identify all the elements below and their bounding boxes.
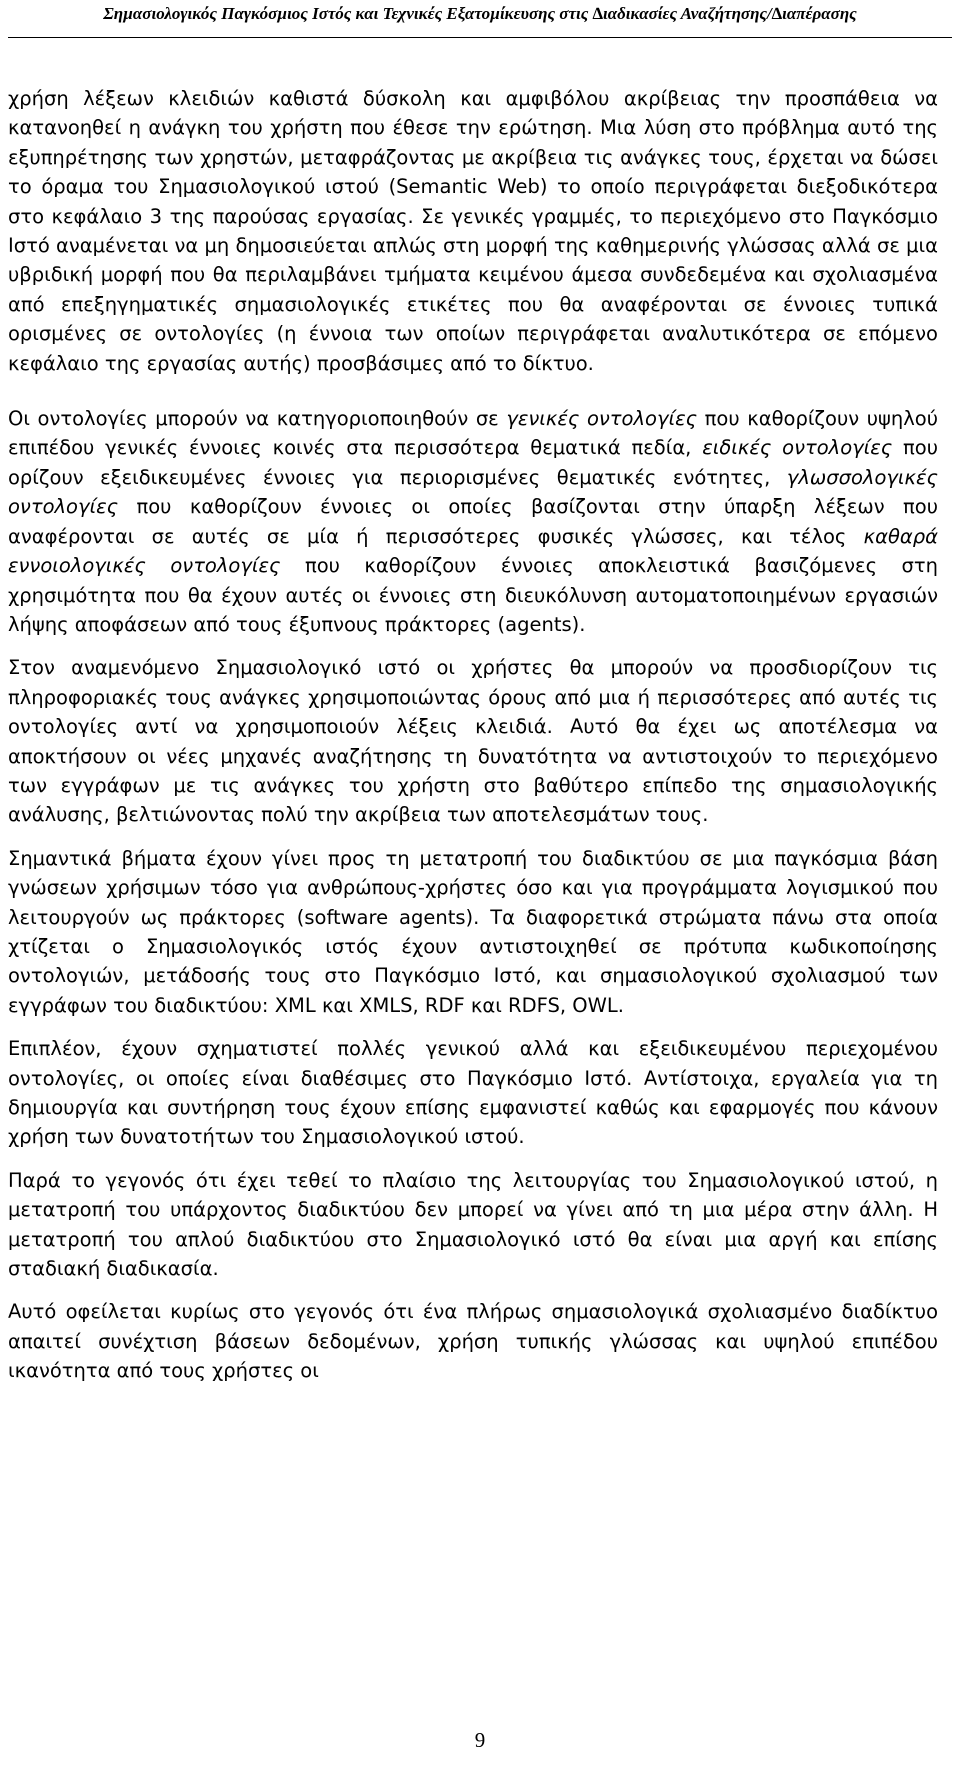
term-general-ontologies: γενικές οντολογίες bbox=[506, 407, 698, 431]
running-header: Σηµασιολογικός Παγκόσµιος Ιστός και Τεχνικές Εξατοµίκευσης στις ∆ιαδικασίες Αναζήτησης/∆ιαπέρασης bbox=[103, 4, 857, 23]
text-run: που ορίζουν εξειδικευμένες έννοιες για περιορισμένες θεματικές ενότητες, bbox=[8, 436, 939, 489]
paragraph: Επιπλέον, έχουν σχηματιστεί πολλές γενικού αλλά και εξειδικευμένου περιεχομένου οντολογίες, οι οποίες είναι διαθέσιμες στο Παγκόσμιο Ιστό. Αντίστοιχα, εργαλεία για τη δημιουργία και συντήρηση τους έχουν επίσης εμφανιστεί καθώς και εφαρμογές που κάνουν χρήση των δυνατοτήτων του Σημασιολογικού ιστού. bbox=[8, 1037, 938, 1149]
header-divider bbox=[8, 37, 952, 38]
paragraph: χρήση λέξεων κλειδιών καθιστά δύσκολη και αμφιβόλου ακρίβειας την προσπάθεια να κατανοηθεί η ανάγκη του χρήστη που έθεσε την ερώτηση. Μια λύση στο πρόβλημα αυτό της εξυπηρέτησης των χρηστών, μεταφράζοντας με ακρίβεια τις ανάγκες τους, έρχεται να δώσει το όραμα του Σημασιολογικού ιστού (Semantic Web) το οποίο περιγράφεται διεξοδικότερα στο κεφάλαιο 3 της παρούσας εργασίας. Σε γενικές γραμμές, το περιεχόμενο στο Παγκόσμιο Ιστό αναμένεται να μη δημοσιεύεται απλώς στη μορφή της καθημερινής γλώσσας αλλά σε μια υβριδική μορφή που θα περιλαμβάνει τμήματα κειμένου άμεσα συνδεδεμένα και σχολιασμένα από επεξηγηματικές σημασιολογικές ετικέτες που θα αναφέρονται σε έννοιες τυπικά ορισμένες σε οντολογίες (η έννοια των οποίων περιγράφεται αναλυτικότερα σε επόμενο κεφάλαιο της εργασίας αυτής) προσβάσιμες από το δίκτυο. bbox=[8, 87, 938, 375]
paragraph: Σημαντικά βήματα έχουν γίνει προς τη μετατροπή του διαδικτύου σε μια παγκόσμια βάση γνώσεων χρήσιμων τόσο για ανθρώπους-χρήστες όσο και για προγράμματα λογισμικού που λειτουργούν ως πράκτορες (software agents). Τα διαφορετικά στρώματα πάνω στα οποία χτίζεται ο Σημασιολογικός ιστός έχουν αντιστοιχηθεί σε πρότυπα κωδικοποίησης οντολογιών, μετάδοσής τους στο Παγκόσμιο Ιστό, και σημασιολογικού σχολιασμού των εγγράφων του διαδικτύου: XML και XMLS, RDF και RDFS, OWL. bbox=[8, 846, 938, 1017]
paragraph: Στον αναμενόμενο Σημασιολογικό ιστό οι χρήστες θα μπορούν να προσδιορίζουν τις πληροφοριακές τους ανάγκες χρησιμοποιώντας όρους από μια ή περισσότερες από αυτές τις οντολογίες αντί να χρησιμοποιούν λέξεις κλειδιά. Αυτό θα έχει ως αποτέλεσμα να αποκτήσουν οι νέες μηχανές αναζήτησης τη δυνατότητα να αντιστοιχούν το περιεχόμενο των εγγράφων με τις ανάγκες του χρήστη στο βαθύτερο επίπεδο της σημασιολογικής ανάλυσης, βελτιώνοντας πολύ την ακρίβεια των αποτελεσμάτων τους. bbox=[8, 656, 938, 827]
text-run: Οι οντολογίες μπορούν να κατηγοριοποιηθούν σε bbox=[8, 407, 507, 431]
body-text bbox=[8, 84, 938, 1400]
text-run: που καθορίζουν έννοιες οι οποίες βασίζονται στην ύπαρξη λέξεων που αναφέρονται σε αυτές σε μία ή περισσότερες φυσικές γλώσσες, και τέλος bbox=[8, 495, 938, 548]
paragraph: Παρά το γεγονός ότι έχει τεθεί το πλαίσιο της λειτουργίας του Σημασιολογικού ιστού, η μετατροπή του υπάρχοντος διαδικτύου δεν μπορεί να γίνει από τη μια μέρα στην άλλη. Η μετατροπή του απλού διαδικτύου στο Σημασιολογικό ιστό θα είναι μια αργή και επίσης σταδιακή διαδικασία. bbox=[8, 1168, 938, 1281]
term-linguistic-ontologies: γλωσσολογικές οντολογίες bbox=[8, 465, 938, 519]
term-conceptual-ontologies: καθαρά εννοιολογικές οντολογίες bbox=[8, 524, 938, 578]
paragraph-ontology-types bbox=[8, 404, 938, 639]
paragraph: Αυτό οφείλεται κυρίως στο γεγονός ότι ένα πλήρως σημασιολογικά σχολιασμένο διαδίκτυο απαιτεί συνέχτιση βάσεων δεδομένων, χρήση τυπικής γλώσσας και υψηλού επιπέδου ικανότητα από τους χρήστες οι bbox=[8, 1300, 938, 1383]
text-run: που καθορίζουν υψηλού επιπέδου γενικές έννοιες κοινές στα περισσότερα θεματικά πεδία, bbox=[8, 407, 938, 460]
page-number: 9 bbox=[474, 1728, 486, 1752]
text-run: που καθορίζουν έννοιες αποκλειστικά βασιζόμενες στη χρησιμότητα που θα έχουν αυτές οι έννοιες στη διευκόλυνση αυτοματοποιημένων εργασιών λήψης αποφάσεων από τους έξυπνους πράκτορες (agents). bbox=[8, 554, 938, 636]
term-specific-ontologies: ειδικές οντολογίες bbox=[702, 436, 893, 460]
